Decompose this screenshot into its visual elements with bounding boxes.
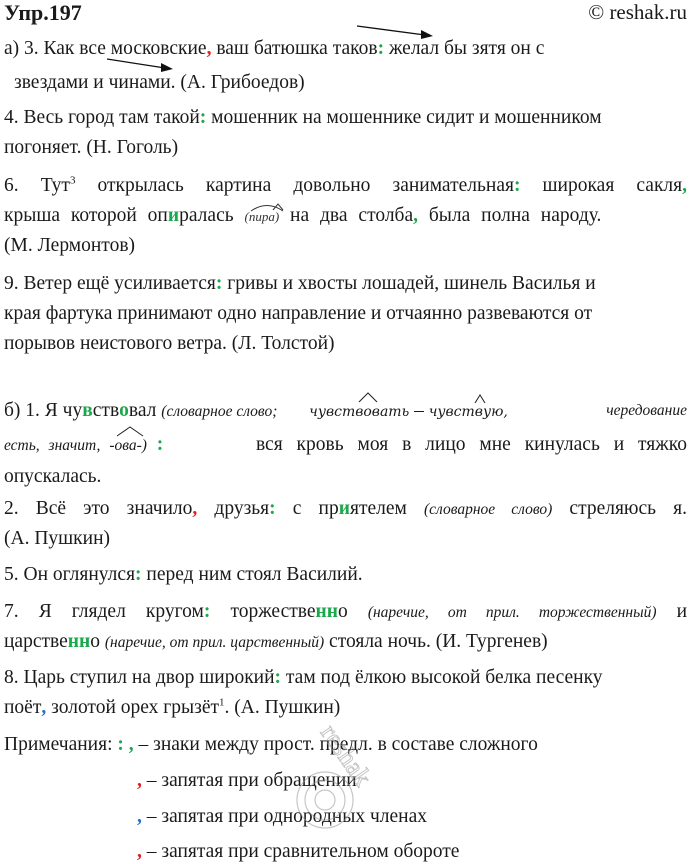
spelling-highlight: и — [167, 205, 180, 226]
colon-separator: : — [199, 107, 207, 128]
colon-separator: : — [274, 667, 282, 688]
sentence-a3-line1 — [4, 37, 687, 61]
text: там под ёлкою высокой белка песенку — [281, 667, 603, 688]
text: с пр — [275, 498, 339, 519]
colon-separator: : — [513, 175, 521, 196]
text: широкая сакля — [520, 175, 683, 196]
grammar-note: (наречие, от прил. торжественный) — [367, 604, 657, 621]
root-mark-icon — [473, 392, 487, 404]
spelling-highlight: о — [119, 400, 129, 421]
text: торжестве — [210, 601, 316, 622]
comma-address: , — [192, 498, 198, 519]
suffix-mark-icon — [115, 425, 145, 437]
root-mark-icon — [249, 202, 285, 212]
sentence-a9-line3: порывов неистового ветра. (Л. Толстой) — [4, 333, 335, 354]
comma-comparative: , — [137, 841, 142, 862]
morpheme-word — [309, 400, 409, 424]
comma-address: , — [206, 38, 212, 59]
text: и — [656, 601, 688, 622]
note-text: – запятая при обращении — [141, 770, 357, 791]
sentence-a4-line2: погоняет. (Н. Гоголь) — [4, 137, 179, 158]
text: ств — [92, 400, 120, 421]
comma-homogeneous: , — [137, 806, 142, 827]
sentence-a6-line2 — [4, 204, 687, 229]
text: . (А. Пушкин) — [224, 697, 341, 718]
comma-compound: , — [128, 734, 134, 755]
sentence-b7-line2 — [4, 630, 687, 655]
comma-compound: , — [682, 175, 687, 196]
text: 2. Всё это значило — [4, 498, 193, 519]
colon-separator: : — [156, 434, 164, 455]
copyright-notice: © reshak.ru — [588, 0, 687, 24]
morpheme-text: чувствовать — [309, 404, 410, 420]
dictionary-note: (словарное слово; — [161, 403, 278, 420]
sentence-a9-line2: края фартука принимают одно направление и отчаянно развеваются от — [4, 303, 593, 324]
note-text: – знаки между прост. предл. в составе сложного — [133, 734, 538, 755]
sentence-a4-line1 — [4, 106, 687, 130]
text: о — [90, 631, 105, 652]
notes-line-4 — [137, 840, 459, 864]
spelling-highlight: в — [82, 400, 93, 421]
text: 6. Тут — [4, 175, 70, 196]
dictionary-note: чередование — [606, 402, 687, 419]
sentence-b1-line2 — [4, 433, 687, 458]
colon-separator: : — [377, 38, 385, 59]
morpheme-text: (пира) — [244, 209, 280, 224]
morpheme-suffix — [109, 434, 147, 458]
sentence-b2-line2: (А. Пушкин) — [4, 528, 111, 549]
morpheme-word — [429, 400, 508, 424]
colon-separator: : — [135, 564, 142, 585]
sentence-b5 — [4, 563, 687, 587]
text: была полна народу. — [418, 205, 602, 226]
note-text: – запятая при однородных членах — [141, 806, 427, 827]
colon-separator: : — [269, 498, 276, 519]
sentence-b8-line2 — [4, 696, 687, 720]
text: вал — [128, 400, 162, 421]
text: 8. Царь ступил на двор широкий — [4, 667, 275, 688]
sentence-a3-line2: звездами и чинами. (А. Грибоедов) — [14, 72, 305, 93]
comma-compound: , — [413, 205, 419, 226]
note-text: – запятая при сравнительном обороте — [141, 841, 460, 862]
text: на два столба — [279, 205, 414, 226]
text: гривы и хвосты лошадей, шинель Василья и — [222, 273, 596, 294]
text: 3. Как все московские — [24, 38, 207, 59]
svg-text:reshak: reshak — [314, 718, 378, 792]
sentence-b1-line3: опускалась. — [4, 466, 102, 487]
sentence-b7-line1 — [4, 600, 687, 625]
text: б) 1. Я чу — [4, 400, 83, 421]
text: ралась — [179, 205, 245, 226]
text: 9. Ветер ещё усиливается — [4, 273, 216, 294]
spelling-highlight: нн — [67, 631, 91, 652]
sentence-a9-line1 — [4, 272, 687, 296]
comma-homogeneous: , — [41, 697, 47, 718]
colon-separator: : — [203, 601, 211, 622]
text: стояла ночь. (И. Тургенев) — [324, 631, 548, 652]
text: желал бы зятя он с — [384, 38, 545, 59]
footnote-mark: 3 — [69, 174, 76, 187]
notes-line-1 — [4, 733, 538, 757]
sentence-b1-line1 — [4, 399, 687, 424]
spelling-highlight: и — [338, 498, 350, 519]
notes-label: Примечания: — [4, 734, 118, 755]
text: 7. Я глядел кругом — [4, 601, 204, 622]
spelling-highlight: нн — [315, 601, 338, 622]
text: царстве — [4, 631, 68, 652]
dictionary-note: есть, значит, — [4, 437, 110, 454]
sentence-b2-line1 — [4, 497, 687, 522]
text: ятелем — [349, 498, 424, 519]
dictionary-note: (словарное слово) — [423, 501, 553, 518]
morpheme-text: чувствую, — [428, 404, 508, 420]
notes-line-3 — [137, 805, 427, 829]
text: перед ним стоял Василий. — [141, 564, 363, 585]
text: 5. Он оглянулся — [4, 564, 136, 585]
footnote-mark: 1 — [219, 696, 225, 709]
text: о — [337, 601, 368, 622]
morpheme-text: -ова-) — [109, 437, 147, 454]
sentence-a6-line3: (М. Лермонтов) — [4, 235, 136, 256]
text: крыша которой оп — [4, 205, 168, 226]
notes-line-2 — [137, 769, 357, 793]
text: 4. Весь город там такой — [4, 107, 200, 128]
text: мошенник на мошеннике сидит и мошенником — [206, 107, 602, 128]
text: вся кровь моя в лицо мне кинулась и тяжко — [255, 434, 687, 455]
morpheme-note — [245, 205, 280, 229]
sentence-a6-line1 — [4, 174, 687, 198]
text: стреляюсь я. — [552, 498, 688, 519]
colon-separator: : — [117, 734, 124, 755]
text: – — [409, 400, 429, 421]
exercise-title: Упр.197 — [4, 0, 82, 25]
root-mark-icon — [357, 391, 379, 403]
text: друзья — [197, 498, 270, 519]
text: золотой орех грызёт — [46, 697, 220, 718]
comma-address: , — [137, 770, 142, 791]
text: ваш батюшка таков — [211, 38, 378, 59]
page-header — [4, 0, 687, 28]
text: поёт — [4, 697, 42, 718]
grammar-note: (наречие, от прил. царственный) — [104, 634, 325, 651]
section-label: а) — [4, 38, 20, 59]
sentence-b8-line1 — [4, 666, 687, 690]
text: открылась картина довольно занимательная — [75, 175, 514, 196]
colon-separator: : — [215, 273, 223, 294]
